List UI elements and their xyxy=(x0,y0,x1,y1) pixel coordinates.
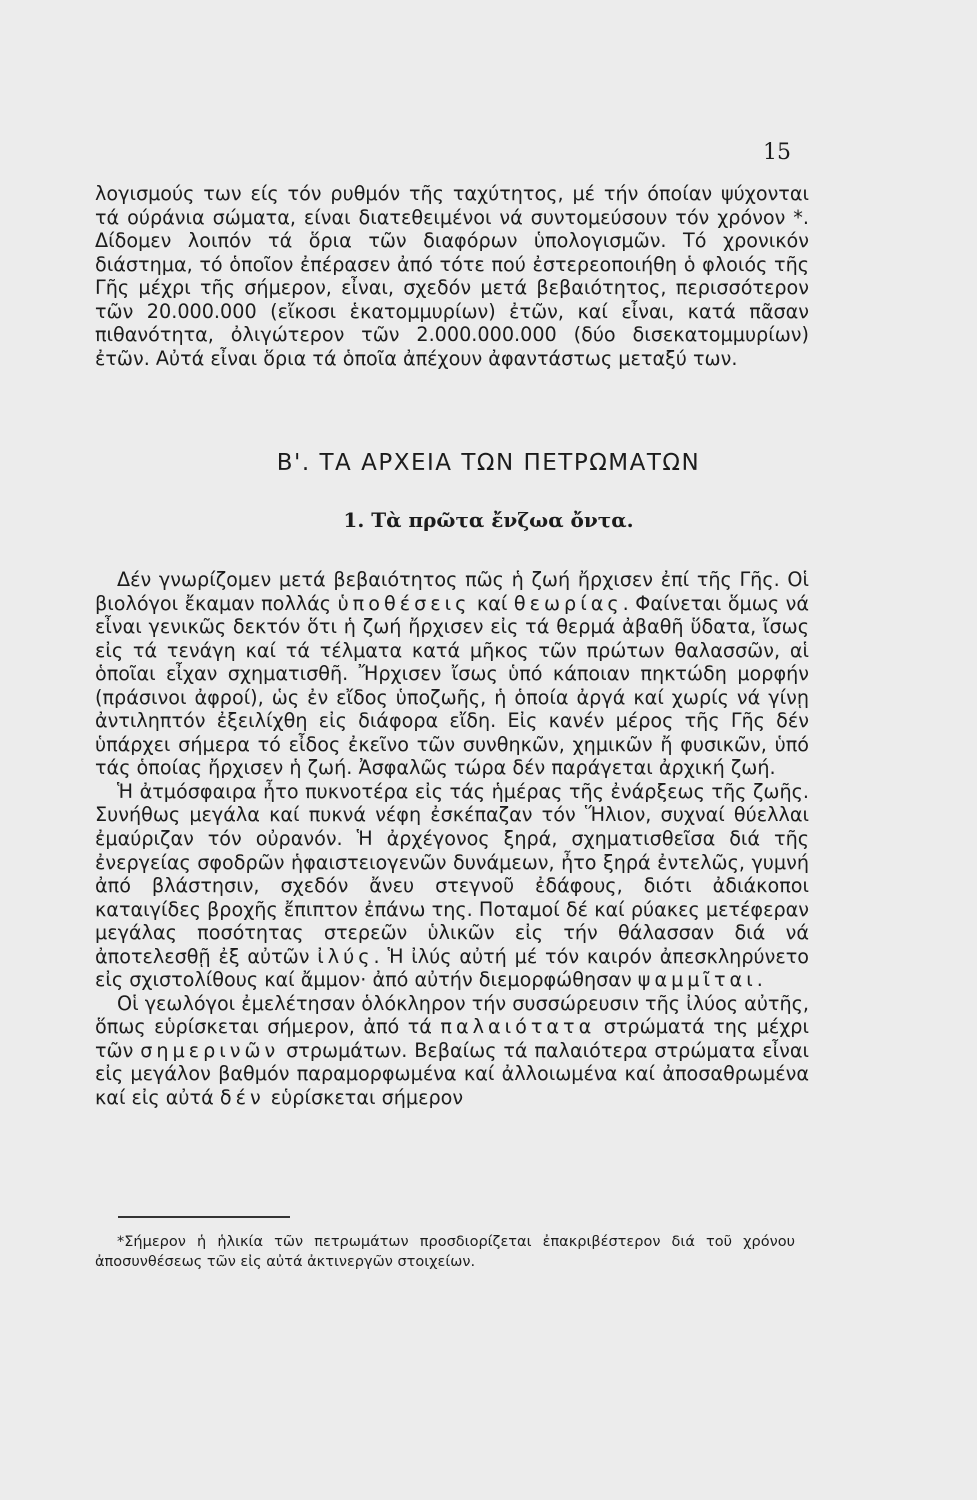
emphasized-word: ἰλύς xyxy=(317,944,374,968)
paragraph-atmosphere xyxy=(95,780,809,992)
footnote xyxy=(95,1232,795,1272)
paragraph-text: Ἡ ἀτμόσφαιρα ἦτο πυκνοτέρα εἰς τάς ἡμέρας τῆς ἐνάρξεως τῆς ζωῆς. Συνήθως μεγάλα καί πυκνά νέφη ἐσκέπαζαν τόν Ἥλιον, συχναί θύελλαι ἐμαύριζαν τόν οὐρανόν. Ἡ ἀρχέγονος ξηρά, σχηματισθεῖσα διά τῆς ἐνεργείας σφοδρῶν ἡφαιστειογενῶν δυνάμεων, ἦτο ξηρά ἐντελῶς, γυμνή ἀπό βλάστησιν, σχεδόν ἄνευ στεγνοῦ ἐδάφους, διότι ἀδιάκοποι καταιγίδες βροχῆς ἔπιπτον ἐπάνω της. Ποταμοί δέ καί ρύακες μετέφεραν μεγάλας ποσότητας στερεῶν ὑλικῶν εἰς τήν θάλασσαν διά νά ἀποτελεσθῇ ἐξ αὐτῶν xyxy=(95,779,809,968)
subsection-heading: 1. Τὰ πρῶτα ἔνζωα ὄντα. xyxy=(343,508,634,532)
footnote-divider xyxy=(118,1216,290,1218)
emphasized-word: παλαιότατα xyxy=(440,1015,596,1039)
intro-paragraph: λογισμούς των είς τόν ρυθμόν τῆς ταχύτητος, μέ τήν όποίαν ψύχονται τά ούράνια σώματα, είναι διατεθειμένοι νά συντομεύσουν τόν χρόνον *. Δίδομεν λοιπόν τά ὅρια τῶν διαφόρων ὑπολογισμῶν. Τό χρονικόν διάστημα, τό ὁποῖον ἐπέρασεν ἀπό τότε πού ἐστερεοποιήθη ὁ φλοιός τῆς Γῆς μέχρι τῆς σήμερον, εἶναι, σχεδόν μετά βεβαιότητος, περισσότερον τῶν 20.000.000 (εἴκοσι ἑκατομμυρίων) ἐτῶν, καί εἶναι, κατά πᾶσαν πιθανότητα, ὀλιγώτερον τῶν 2.000.000.000 (δύο δισεκατομμυρίων) ἐτῶν. Αὐτά εἶναι ὅρια τά ὁποῖα ἀπέχουν ἀφαντάστως μεταξύ των. xyxy=(95,182,809,370)
main-text xyxy=(95,568,809,1110)
paragraph-text: . xyxy=(756,968,763,992)
paragraph-text: στρώματά της μέχρι τῶν xyxy=(95,1015,809,1062)
paragraph-origin-of-life xyxy=(95,568,809,780)
paragraph-text: . Φαίνεται ὅμως νά εἶναι γενικῶς δεκτόν ὅτι ἡ ζωή ἤρχισεν εἰς τά θερμά ἀβαθῆ ὕδατα, ἴσως εἰς τά τενάγη καί τά τέλματα κατά μῆκος τῶν πρώτων θαλασσῶν, αἱ ὁποῖαι εἶχαν σχηματισθῆ. Ἤρχισεν ἴσως ὑπό κάποιαν πηκτώδη μορφήν (πράσινοι ἀφροί), ὡς ἐν εἴδος ὑποζωῆς, ἡ ὁποία ἀργά καί χωρίς νά γίνῃ ἀντιληπτόν ἐξειλίχθη εἰς διάφορα εἴδη. Εἰς κανέν μέρος τῆς Γῆς δέν ὑπάρχει σήμερα τό εἶδος ἐκεῖνο τῶν συνθηκῶν, χημικῶν ἤ φυσικῶν, ὑπό τάς ὁποίας ἤρχισεν ἡ ζωή. Ἀσφαλῶς τώρα δέν παράγεται ἀρχική ζωή. xyxy=(95,591,809,780)
section-heading: Β'. ΤΑ ΑΡΧΕΙΑ ΤΩΝ ΠΕΤΡΩΜΑΤΩΝ xyxy=(276,450,701,476)
paragraph-text: καί xyxy=(476,591,508,615)
paragraph-text: . Ἡ ἰλύς αὐτή μέ τόν καιρόν ἀπεσκληρύνετο εἰς σχιστολίθους καί ἄμμον· ἀπό αὐτήν διεμορφώθησαν xyxy=(95,944,809,992)
paragraph-text: στρωμάτων. Βεβαίως τά παλαιότερα στρώματα εἶναι εἰς μεγάλον βαθμόν παραμορφωμένα καί ἀλλοιωμένα καί ἀποσαθρωμένα καί εἰς αὐτά xyxy=(95,1038,810,1110)
emphasized-word: δέν xyxy=(219,1086,265,1110)
emphasized-word: ψαμμῖται xyxy=(637,968,757,992)
intro-text xyxy=(95,182,809,370)
emphasized-word: θεωρίας xyxy=(513,591,623,615)
paragraph-text: Οἱ γεωλόγοι ἐμελέτησαν ὁλόκληρον τήν συσσώρευσιν τῆς ἰλύος αὐτῆς, ὅπως εὑρίσκεται σήμερον, ἀπό τά xyxy=(95,991,809,1039)
paragraph-text: Δέν γνωρίζομεν μετά βεβαιότητος πῶς ἡ ζωή ἤρχισεν ἐπί τῆς Γῆς. Οἱ βιολόγοι ἔκαμαν πολλάς xyxy=(95,568,809,615)
emphasized-word: σημερινῶν xyxy=(140,1038,280,1062)
emphasized-word: ὑποθέσεις xyxy=(337,591,471,615)
paragraph-text: εὑρίσκεται σήμερον xyxy=(270,1086,464,1110)
page-number: 15 xyxy=(763,140,791,165)
paragraph-geologists xyxy=(95,992,809,1110)
footnote-text: *Σήμερον ἡ ἡλικία τῶν πετρωμάτων προσδιορίζεται ἐπακριβέστερον διά τοῦ χρόνου ἀποσυνθέσεως τῶν εἰς αὐτά ἀκτινεργῶν στοιχείων. xyxy=(95,1234,795,1270)
